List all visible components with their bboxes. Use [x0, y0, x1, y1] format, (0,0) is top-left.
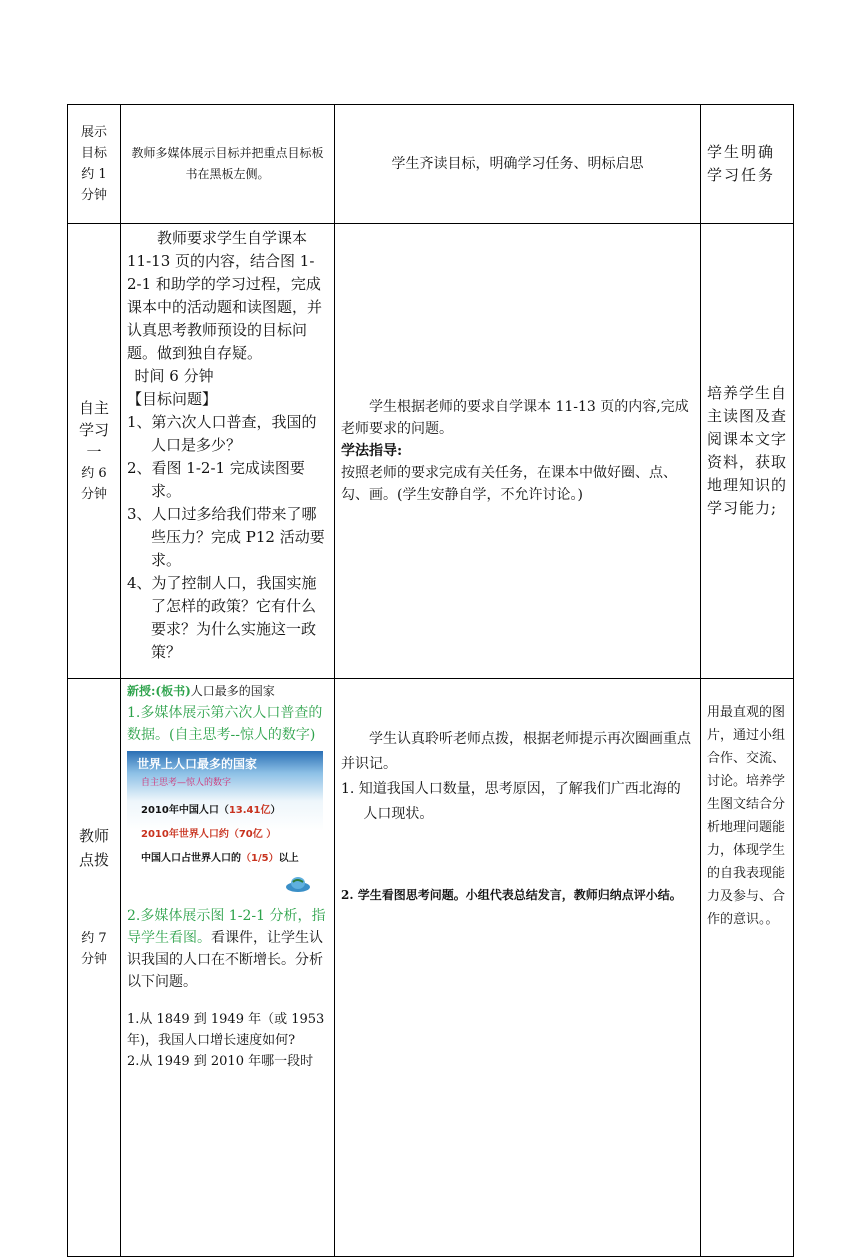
stage-cell [68, 224, 121, 679]
slide-line: 中国人口占世界人口的（1/5）以上 [141, 853, 299, 864]
stage-text: 展示 [80, 125, 107, 140]
teacher-instruction: 教师要求学生自学课本 11-13 页的内容，结合图 1-2-1 和助学的学习过程，完成课本中的活动题和读图题，并认真思考教师预设的目标问题。做到独自存疑。 [127, 229, 323, 362]
slide-line: 2010年世界人口约（70亿 ） [141, 829, 277, 840]
stage-text: 约 1 [81, 167, 107, 182]
stage-text: 分钟 [80, 188, 107, 203]
slide-line: 2010年中国人口（13.41亿） [141, 805, 281, 816]
purpose-cell [701, 105, 794, 224]
list-item: 1. 知道我国人口数量，思考原因，了解我们广西北海的人口现状。 [341, 781, 681, 822]
list-item: 2、看图 1-2-1 完成读图要求。 [127, 459, 305, 500]
list-item: 4、为了控制人口，我国实施了怎样的政策？它有什么要求？为什么实施这一政策？ [127, 574, 317, 661]
stage-text: 分钟 [80, 487, 107, 502]
student-step-list [341, 883, 694, 908]
stage-text: 点拨 [78, 851, 109, 869]
teacher-activity-cell [121, 224, 335, 679]
student-activity-text: 学生认真聆听老师点拨，根据老师提示再次圈画重点并识记。 [341, 731, 691, 772]
table-row [68, 224, 794, 679]
table-row [68, 105, 794, 224]
list-item: 1、第六次人口普查，我国的人口是多少？ [127, 413, 317, 454]
target-questions-list [127, 411, 328, 664]
target-questions-heading: 【目标问题】 [127, 390, 218, 408]
stage-text: 教师 [78, 827, 109, 845]
list-item: 3、人口过多给我们带来了哪些压力？完成 P12 活动要求。 [127, 505, 325, 569]
student-activity-cell [335, 224, 701, 679]
new-lesson-label: 新授:(板书) [127, 684, 191, 698]
purpose-text: 培养学生自主读图及查阅课本文字资料，获取地理知识的学习能力; [707, 384, 788, 517]
analysis-question: 1.从 1849 到 1949 年（或 1953 年)，我国人口增长速度如何? [127, 1012, 325, 1048]
globe-icon [285, 873, 311, 893]
purpose-cell [701, 679, 794, 1257]
method-guide-label: 学法指导: [341, 443, 403, 459]
student-activity-text: 学生根据老师的要求自学课本 11-13 页的内容,完成老师要求的问题。 [341, 399, 689, 437]
student-activity-text: 学生齐读目标，明确学习任务、明标启思 [391, 156, 644, 172]
stage-text: 自主 [78, 399, 109, 417]
stage-cell [68, 105, 121, 224]
stage-text: 分钟 [80, 952, 107, 967]
analysis-question: 2.从 1949 到 2010 年哪一段时 [127, 1054, 314, 1069]
teacher-activity-cell [121, 679, 335, 1257]
purpose-text: 学生明确学习任务 [707, 143, 776, 184]
teacher-activity-cell [121, 105, 335, 224]
stage-text: 约 6 [81, 466, 107, 481]
teacher-activity-text: 教师多媒体展示目标并把重点目标板书在黑板左侧。 [131, 146, 324, 181]
student-step-list [341, 777, 694, 827]
student-activity-cell [335, 679, 701, 1257]
teacher-step-1: 1.多媒体展示第六次人口普查的数据。(自主思考--惊人的数字) [127, 705, 323, 743]
method-guide-text: 按照老师的要求完成有关任务，在课本中做好圈、点、勾、画。(学生安静自学，不允许讨论。) [341, 465, 677, 503]
slide-title: 世界上人口最多的国家 [137, 757, 258, 771]
new-lesson-line [127, 681, 328, 702]
time-limit: 时间 6 分钟 [134, 367, 214, 385]
purpose-text: 用最直观的图片，通过小组合作、交流、讨论。培养学生图文结合分析地理问题能力，体现学生的自我表现能力及参与、合作的意识。。 [707, 705, 786, 927]
new-lesson-topic: 人口最多的国家 [190, 684, 275, 698]
slide-thumbnail [127, 751, 323, 899]
student-activity-cell [335, 105, 701, 224]
stage-cell [68, 679, 121, 1257]
stage-text: 一 [86, 443, 102, 461]
table-row [68, 679, 794, 1257]
purpose-cell [701, 224, 794, 679]
stage-text: 学习 [78, 421, 109, 439]
stage-text: 约 7 [81, 931, 107, 946]
slide-subtitle: 自主思考—惊人的数字 [141, 778, 232, 788]
stage-text: 目标 [80, 146, 107, 161]
list-item: 2. 学生看图思考问题。小组代表总结发言，教师归纳点评小结。 [341, 888, 682, 902]
lesson-plan-table [67, 104, 794, 1257]
teacher-step-2: 2.多媒体展示图 1-2-1 分析，指导学生看图。看课件，让学生认识我国的人口在不断增长。分析以下问题。 [127, 908, 326, 990]
